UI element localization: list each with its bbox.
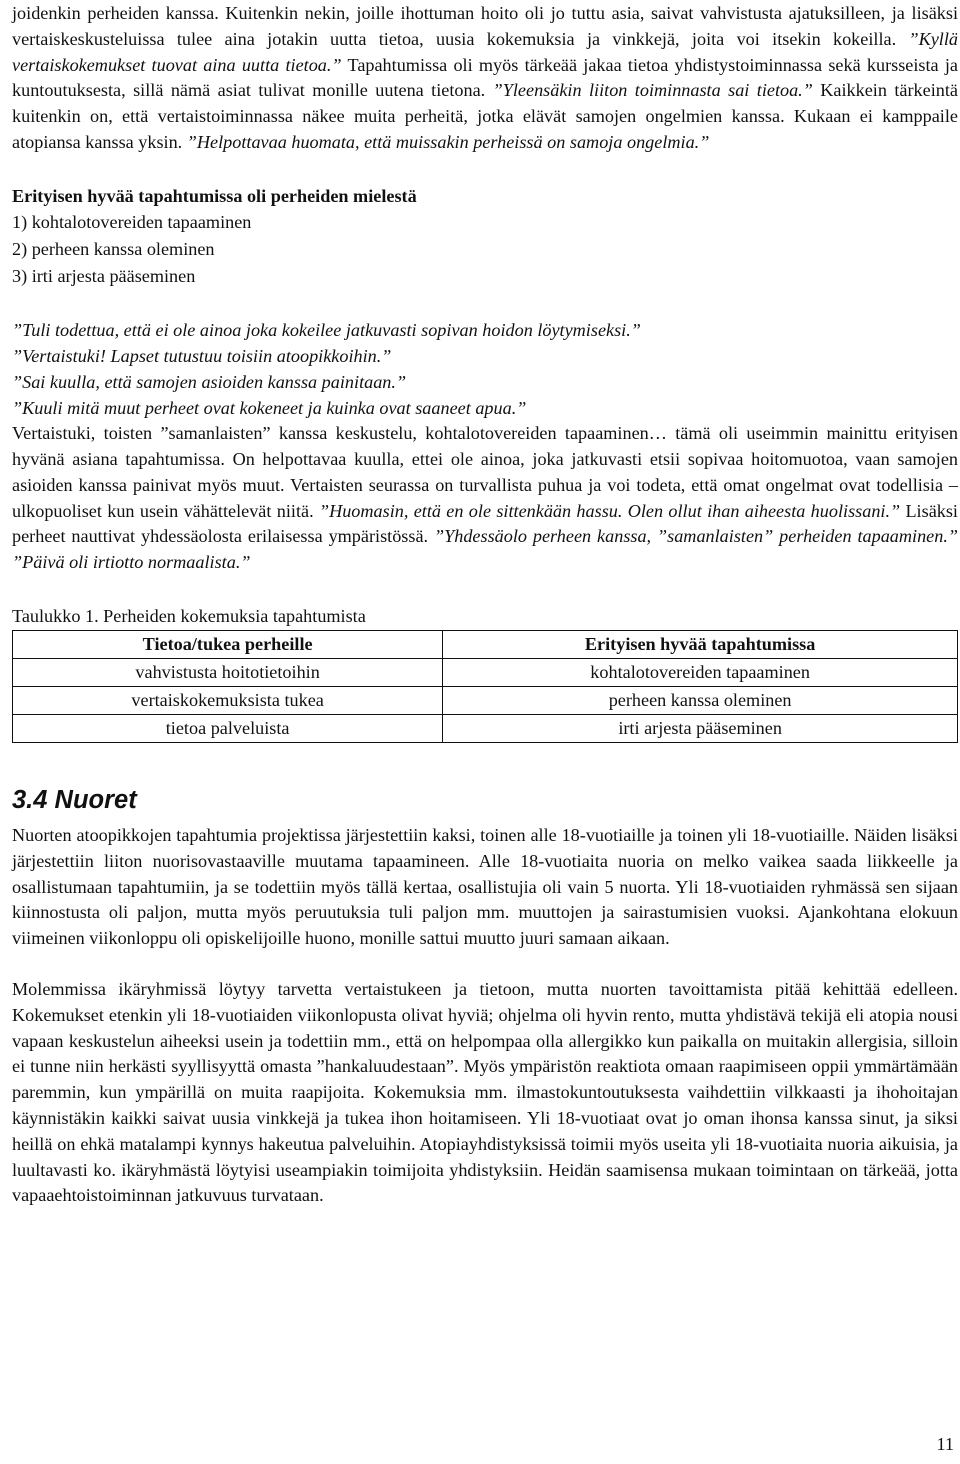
quote-block [12, 317, 958, 421]
table-caption: Taulukko 1. Perheiden kokemuksia tapahtumista [12, 605, 366, 626]
paragraph-peer-support [12, 421, 958, 576]
quote: ”Kyllä vertaiskokemukset tuovat aina uutta tietoa.” [12, 28, 958, 75]
table-cell: perheen kanssa oleminen [443, 686, 958, 714]
page-number: 11 [936, 1434, 954, 1454]
text: Lisäksi perheet nauttivat yhdessäolosta erilaisessa ympäristössä. [12, 500, 958, 547]
quote-line: ”Vertaistuki! Lapset tutustuu toisiin atoopikkoihin.” [12, 346, 392, 367]
quote-line: ”Kuuli mitä muut perheet ovat kokeneet ja kuinka ovat saaneet apua.” [12, 398, 527, 419]
section-heading: 3.4 Nuoret [12, 785, 137, 814]
text: joidenkin perheiden kanssa. Kuitenkin nekin, joille ihottuman hoito oli jo tuttu asia, saivat vahvistusta ajatuksilleen, ja lisäksi vertaiskeskusteluissa tulee aina jotakin uutta tietoa, uusia kokemuksia ja vinkkejä, joita voi itsekin kokeilla. [12, 3, 958, 49]
table-cell: vertaiskokemuksista tukea [13, 686, 443, 714]
table-cell: vahvistusta hoitotietoihin [13, 658, 443, 686]
experiences-table [12, 630, 958, 743]
table-cell: irti arjesta pääseminen [443, 714, 958, 742]
table-cell: tietoa palveluista [13, 714, 443, 742]
quote: ”Huomasin, että en ole sittenkään hassu. Olen ollut ihan aiheesta huolissani.” [318, 500, 901, 521]
quote: ”Yhdessäolo perheen kanssa, ”samanlaisten” perheiden tapaaminen.” ”Päivä oli irtiotto normaalista.” [12, 526, 958, 573]
text: Kaikkein tärkeintä kuitenkin on, että vertaistoiminnassa näkee muita perheitä, jotka elävät samojen ongelmien kanssa. Kukaan ei kamppaile atopiansa kanssa yksin. [12, 80, 958, 152]
list-item: 1) kohtalotovereiden tapaaminen [12, 212, 252, 233]
quote: ”Yleensäkin liiton toiminnasta sai tietoa.” [492, 80, 813, 101]
list-heading: Erityisen hyvää tapahtumissa oli perheiden mielestä [12, 185, 417, 206]
best-things-list [12, 183, 958, 289]
table-header-cell: Erityisen hyvää tapahtumissa [443, 630, 958, 658]
table-header-cell: Tietoa/tukea perheille [13, 630, 443, 658]
paragraph-youth-events: Nuorten atoopikkojen tapahtumia projektissa järjestettiin kaksi, toinen alle 18-vuotiaille ja toinen yli 18-vuotiaille. Näiden lisäksi järjestettiin liiton nuorisovastaaville muutama tapaamineen. Alle 18-vuotiaita nuoria on melko vaikea saada liikkeelle ja osallistumaan tapahtumiin, ja se todettiin myös tällä kertaa, osallistujia oli vain 5 nuorta. Yli 18-vuotiaiden ryhmässä sen sijaan kiinnostusta oli paljon, mutta myös peruutuksia tuli paljon mm. muuttojen ja sairastumisien vuoksi. Ajankohtana elokuun viimeinen viikonloppu oli opiskelijoille huono, monille sattui muutto juuri samaan aikaan. [12, 824, 958, 949]
paragraph-youth-experiences: Molemmissa ikäryhmissä löytyy tarvetta vertaistukeen ja tietoon, mutta nuorten tavoittamista pitää kehittää edelleen. Kokemukset etenkin yli 18-vuotiaiden viikonlopusta olivat hyviä; ohjelma oli hyvin rento, mutta yhdistävä tekijä eli atopia nousi vapaan keskustelun aiheeksi usein ja todettiin mm., että on helpompaa olla allergikko kun paikalla on muitakin allergisia, silloin ei tunne niin herkästi syyllisyyttä omasta ”hankaluudestaan”. Myös ympäristön reaktiota omaan raapimiseen oppii ymmärtämään paremmin, kun ympärillä on muita raapijoita. Kokemuksia mm. ilmastokuntoutuksesta vaihdettiin vilkkaasti ja ihohoitajan käynnistäkin kaikki saivat uusia vinkkejä ja tukea ihon hoitamiseen. Yli 18-vuotiaat ovat jo oman ihonsa kanssa sinut, ja siksi heillä on ehkä matalampi kynnys hakeutua palveluihin. Atopiayhdistyksissä toimii myös useita yli 18-vuotiaita nuoria aikuisia, ja luultavasti ko. ikäryhmästä löytyisi useampiakin toimijoita yhdistyksiin. Heidän saamisensa mukaan toimintaan on tärkeää, jotta vapaaehtoistoiminnan jatkuvuus turvataan. [12, 978, 958, 1206]
table-row [13, 714, 958, 742]
text: Tapahtumissa oli myös tärkeää jakaa tietoa yhdistystoiminnassa sekä kursseista ja kuntoutuksesta, sillä nämä asiat tulivat monille uutena tietona. [12, 54, 958, 101]
list-item: 3) irti arjesta pääseminen [12, 265, 196, 286]
quote-line: ”Sai kuulla, että samojen asioiden kanssa painitaan.” [12, 372, 407, 393]
table-row [13, 686, 958, 714]
table-cell: kohtalotovereiden tapaaminen [443, 658, 958, 686]
quote: ”Helpottavaa huomata, että muissakin perheissä on samoja ongelmia.” [186, 131, 710, 152]
table-row [13, 658, 958, 686]
paragraph-intro [12, 1, 958, 156]
list-item: 2) perheen kanssa oleminen [12, 238, 215, 259]
quote-line: ”Tuli todettua, että ei ole ainoa joka kokeilee jatkuvasti sopivan hoidon löytymiseksi.” [12, 320, 641, 341]
text: Vertaistuki, toisten ”samanlaisten” kanssa keskustelu, kohtalotovereiden tapaaminen… tämä oli useimmin mainittu erityisen hyvänä asiana tapahtumissa. On helpottavaa kuulla, ettei ole ainoa, joka jatkuvasti etsii sopivaa hoitomuotoa, vaan samojen asioiden kanssa painivat myös muut. Vertaisten seurassa on turvallista puhua ja voi todeta, että omat ongelmat ovat todellisia – ulkopuoliset kun usein vähättelevät niitä. [12, 423, 958, 521]
document-page [12, 0, 958, 1209]
table-header-row [13, 630, 958, 658]
